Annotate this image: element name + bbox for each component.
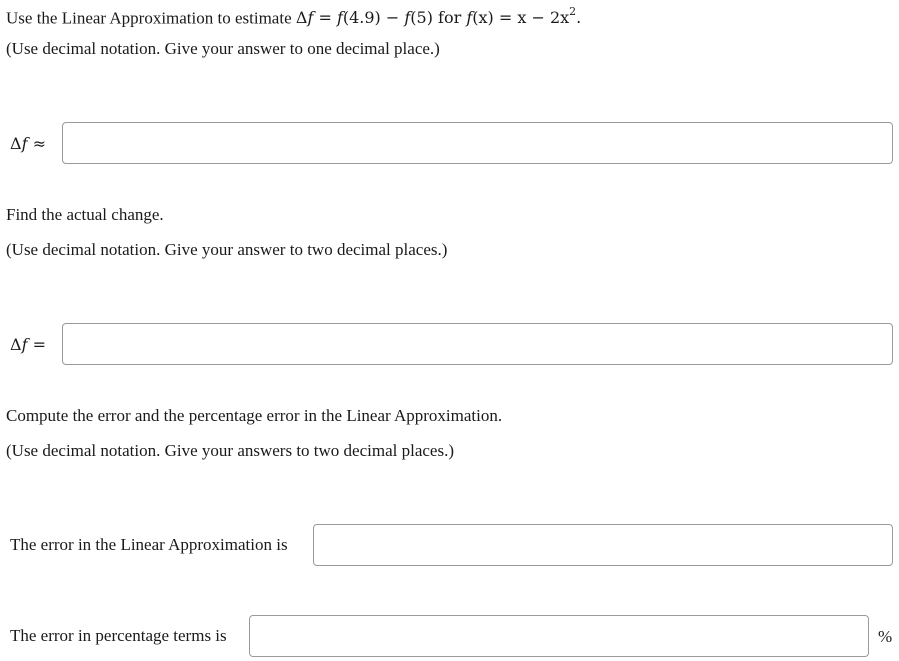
percentage-error-input[interactable] (249, 615, 869, 657)
question-2-instruction: (Use decimal notation. Give your answer to two decimal places.) (6, 240, 448, 259)
formula: Δf = f(4.9) − f(5) for $f(x) = x - 2x^2$. (295, 5, 582, 28)
question-1-statement (6, 4, 581, 28)
delta-f-actual-label: Δf = (10, 335, 46, 354)
question-3-instruction: (Use decimal notation. Give your answers to two decimal places.) (6, 441, 455, 460)
error-label: The error in the Linear Approximation is (10, 535, 288, 554)
question-1-intro: Use the Linear Approximation to estimate (6, 8, 292, 28)
question-1-instruction: (Use decimal notation. Give your answer to one decimal place.) (6, 39, 440, 58)
actual-change-input[interactable] (62, 323, 893, 365)
error-input[interactable] (313, 524, 893, 566)
linear-approximation-input[interactable] (62, 122, 893, 164)
question-2-prompt: Find the actual change. (6, 205, 164, 224)
question-3-prompt: Compute the error and the percentage error in the Linear Approximation. (6, 406, 503, 425)
delta-f-approx-label: Δf ≈ (10, 134, 46, 153)
percentage-error-label: The error in percentage terms is (10, 626, 227, 645)
percent-sign: % (878, 627, 893, 646)
